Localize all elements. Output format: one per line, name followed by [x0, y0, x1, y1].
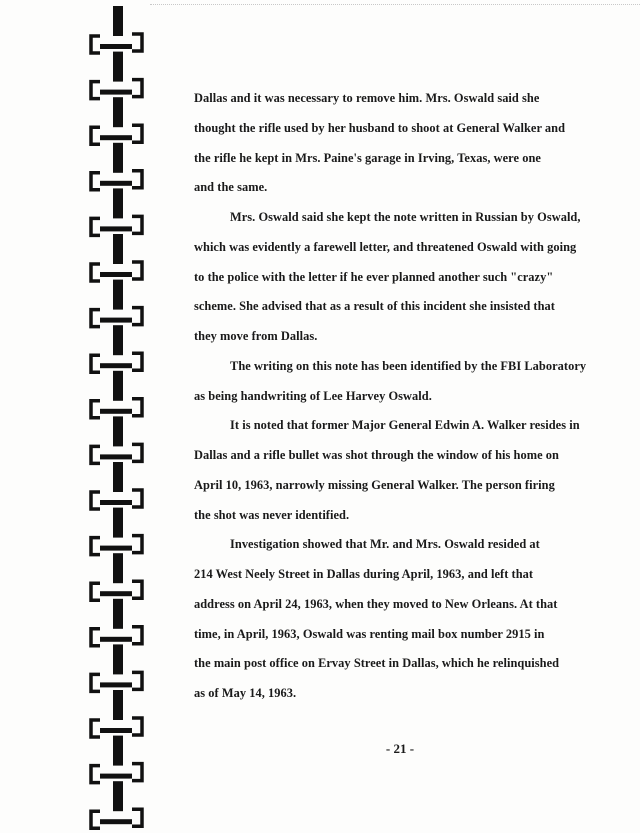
- ring-right-bracket: [132, 718, 142, 735]
- comb-binding: [0, 0, 170, 833]
- ring-spine-block: [113, 52, 123, 82]
- ring-crossbar: [100, 90, 132, 95]
- ring-spine-block: [113, 690, 123, 720]
- ring-left-bracket: [91, 218, 100, 235]
- ring-spine-block: [113, 234, 123, 264]
- text-line: address on April 24, 1963, when they moved to New Orleans. At that: [194, 596, 558, 611]
- ring-left-bracket: [91, 674, 100, 691]
- ring-left-bracket: [91, 583, 100, 600]
- binding-ring: [91, 599, 142, 646]
- ring-spine-block: [113, 462, 123, 492]
- top-edge-rule: [150, 4, 640, 5]
- ring-crossbar: [100, 682, 132, 687]
- ring-right-bracket: [132, 171, 142, 188]
- ring-spine-block: [113, 599, 123, 629]
- ring-spine-block: [113, 644, 123, 674]
- text-line: Dallas and it was necessary to remove him. Mrs. Oswald said she: [194, 91, 540, 105]
- text-line: the rifle he kept in Mrs. Paine's garage in Irving, Texas, were one: [194, 150, 541, 165]
- text-line: thought the rifle used by her husband to shoot at General Walker and: [194, 120, 566, 135]
- ring-crossbar: [100, 318, 132, 323]
- binding-ring: [91, 280, 142, 327]
- ring-right-bracket: [132, 490, 142, 507]
- text-line: The writing on this note has been identified by the FBI Laboratory: [230, 358, 587, 373]
- binding-ring: [91, 6, 142, 53]
- text-line: 214 West Neely Street in Dallas during April, 1963, and left that: [194, 567, 534, 581]
- ring-spine-block: [113, 736, 123, 766]
- ring-crossbar: [100, 637, 132, 642]
- ring-spine-block: [113, 325, 123, 355]
- ring-crossbar: [100, 454, 132, 459]
- text-line: which was evidently a farewell letter, and threatened Oswald with going: [194, 239, 577, 254]
- binding-ring: [91, 508, 142, 555]
- ring-crossbar: [100, 363, 132, 368]
- ring-right-bracket: [132, 262, 142, 279]
- ring-left-bracket: [91, 36, 100, 53]
- text-line: the shot was never identified.: [194, 507, 350, 522]
- text-line: they move from Dallas.: [194, 329, 318, 343]
- ring-crossbar: [100, 546, 132, 551]
- ring-left-bracket: [91, 401, 100, 418]
- ring-crossbar: [100, 226, 132, 231]
- ring-right-bracket: [132, 809, 142, 826]
- binding-ring: [91, 781, 142, 828]
- ring-right-bracket: [132, 764, 142, 781]
- ring-left-bracket: [91, 127, 100, 144]
- ring-crossbar: [100, 774, 132, 779]
- binding-ring: [91, 234, 142, 281]
- ring-right-bracket: [132, 399, 142, 416]
- binding-ring: [91, 736, 142, 783]
- binding-ring: [91, 52, 142, 99]
- binding-ring: [91, 325, 142, 372]
- ring-spine-block: [113, 781, 123, 811]
- binding-ring: [91, 690, 142, 737]
- binding-ring: [91, 462, 142, 509]
- ring-spine-block: [113, 371, 123, 401]
- binding-ring: [91, 143, 142, 190]
- ring-right-bracket: [132, 672, 142, 689]
- ring-crossbar: [100, 591, 132, 596]
- ring-spine-block: [113, 508, 123, 538]
- ring-right-bracket: [132, 536, 142, 553]
- binding-ring: [91, 97, 142, 144]
- ring-right-bracket: [132, 125, 142, 142]
- ring-spine-block: [113, 280, 123, 310]
- ring-right-bracket: [132, 353, 142, 370]
- ring-crossbar: [100, 135, 132, 140]
- page-number: - 21 -: [385, 741, 415, 756]
- ring-spine-block: [113, 97, 123, 127]
- ring-spine-block: [113, 416, 123, 446]
- ring-left-bracket: [91, 355, 100, 372]
- ring-left-bracket: [91, 811, 100, 828]
- body-text: [194, 84, 634, 709]
- text-line: to the police with the letter if he ever planned another such "crazy": [194, 269, 554, 284]
- binding-ring: [91, 416, 142, 463]
- ring-left-bracket: [91, 538, 100, 555]
- ring-left-bracket: [91, 766, 100, 783]
- ring-right-bracket: [132, 34, 142, 51]
- ring-left-bracket: [91, 492, 100, 509]
- ring-right-bracket: [132, 308, 142, 325]
- ring-left-bracket: [91, 310, 100, 327]
- ring-crossbar: [100, 44, 132, 49]
- binding-ring: [91, 644, 142, 691]
- binding-ring: [91, 371, 142, 418]
- ring-right-bracket: [132, 80, 142, 97]
- binding-ring: [91, 188, 142, 235]
- ring-right-bracket: [132, 216, 142, 233]
- ring-right-bracket: [132, 444, 142, 461]
- ring-crossbar: [100, 819, 132, 824]
- ring-right-bracket: [132, 581, 142, 598]
- text-line: It is noted that former Major General Edwin A. Walker resides in: [230, 418, 580, 433]
- ring-left-bracket: [91, 82, 100, 99]
- text-line: Investigation showed that Mr. and Mrs. Oswald resided at: [230, 537, 540, 552]
- text-line: as being handwriting of Lee Harvey Oswald.: [194, 388, 432, 403]
- ring-crossbar: [100, 409, 132, 414]
- ring-crossbar: [100, 272, 132, 277]
- text-line: April 10, 1963, narrowly missing General Walker. The person firing: [194, 477, 555, 492]
- text-line: and the same.: [194, 180, 268, 195]
- ring-crossbar: [100, 181, 132, 186]
- text-line: the main post office on Ervay Street in Dallas, which he relinquished: [194, 656, 560, 671]
- ring-left-bracket: [91, 720, 100, 737]
- ring-spine-block: [113, 553, 123, 583]
- text-line: as of May 14, 1963.: [194, 686, 297, 700]
- ring-crossbar: [100, 728, 132, 733]
- ring-spine-block: [113, 6, 123, 36]
- ring-right-bracket: [132, 627, 142, 644]
- text-line: scheme. She advised that as a result of this incident she insisted that: [194, 299, 555, 314]
- text-line: time, in April, 1963, Oswald was renting mail box number 2915 in: [194, 626, 545, 641]
- text-line: Dallas and a rifle bullet was shot through the window of his home on: [194, 448, 559, 462]
- ring-left-bracket: [91, 264, 100, 281]
- ring-left-bracket: [91, 629, 100, 646]
- ring-left-bracket: [91, 173, 100, 190]
- ring-spine-block: [113, 188, 123, 218]
- binding-ring: [91, 553, 142, 600]
- text-line: Mrs. Oswald said she kept the note written in Russian by Oswald,: [230, 210, 581, 224]
- ring-left-bracket: [91, 446, 100, 463]
- ring-spine-block: [113, 143, 123, 173]
- ring-crossbar: [100, 500, 132, 505]
